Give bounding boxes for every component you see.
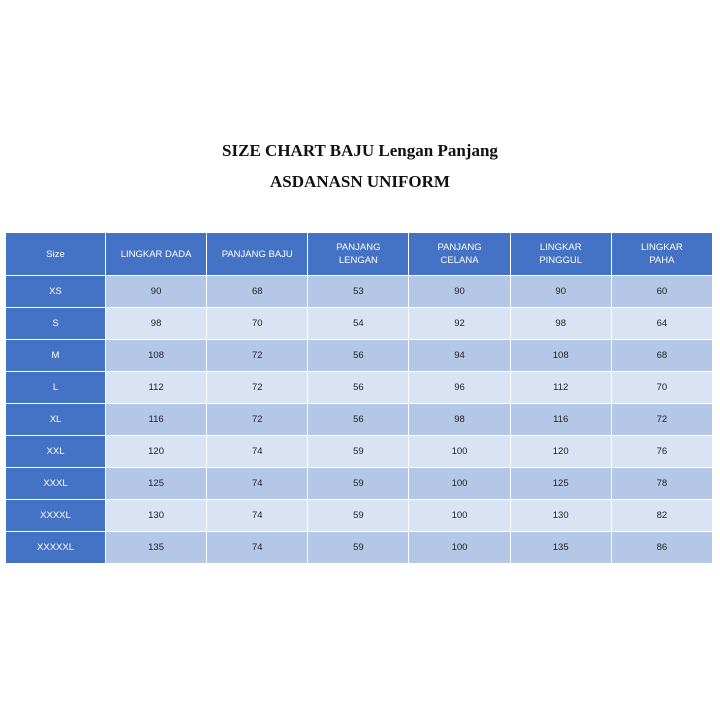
table-cell: 74 (207, 468, 308, 500)
table-cell: 59 (308, 436, 409, 468)
header-lingkar-pinggul (510, 233, 611, 276)
table-cell: 130 (510, 500, 611, 532)
table-cell: 108 (510, 340, 611, 372)
table-cell: 59 (308, 500, 409, 532)
table-cell: 76 (611, 436, 712, 468)
header-line: CELANA (440, 255, 479, 266)
table-row (6, 532, 713, 564)
size-cell: XL (6, 404, 106, 436)
table-cell: 82 (611, 500, 712, 532)
table-cell: 53 (308, 276, 409, 308)
table-row (6, 404, 713, 436)
table-cell: 100 (409, 500, 510, 532)
table-cell: 98 (106, 308, 207, 340)
table-cell: 72 (611, 404, 712, 436)
table-row (6, 500, 713, 532)
header-line: LINGKAR (641, 242, 683, 253)
table-cell: 108 (106, 340, 207, 372)
table-row (6, 276, 713, 308)
header-line: PAHA (649, 255, 675, 266)
table-cell: 112 (106, 372, 207, 404)
table-cell: 72 (207, 404, 308, 436)
table-cell: 78 (611, 468, 712, 500)
table-cell: 70 (611, 372, 712, 404)
table-row (6, 308, 713, 340)
table-cell: 90 (409, 276, 510, 308)
header-size (6, 233, 106, 276)
table-cell: 72 (207, 340, 308, 372)
header-line: LENGAN (338, 255, 378, 266)
table-cell: 112 (510, 372, 611, 404)
table-cell: 120 (106, 436, 207, 468)
table-cell: 125 (106, 468, 207, 500)
size-cell: M (6, 340, 106, 372)
size-cell: XS (6, 276, 106, 308)
table-cell: 86 (611, 532, 712, 564)
table-cell: 68 (207, 276, 308, 308)
table-cell: 74 (207, 532, 308, 564)
table-cell: 59 (308, 532, 409, 564)
table-cell: 135 (510, 532, 611, 564)
header-line: LINGKAR (539, 242, 582, 253)
table-cell: 116 (106, 404, 207, 436)
header-lingkar-dada (106, 233, 207, 276)
table-cell: 56 (308, 340, 409, 372)
table-cell: 100 (409, 468, 510, 500)
size-cell: S (6, 308, 106, 340)
table-cell: 120 (510, 436, 611, 468)
size-cell: XXXXXL (6, 532, 106, 564)
header-panjang-lengan (308, 233, 409, 276)
header-panjang-baju-label: PANJANG BAJU (221, 248, 293, 260)
table-row (6, 372, 713, 404)
header-row (6, 233, 713, 276)
table-row (6, 340, 713, 372)
table-row (6, 436, 713, 468)
table-cell: 70 (207, 308, 308, 340)
chart-title: SIZE CHART BAJU Lengan Panjang (222, 141, 498, 160)
table-cell: 64 (611, 308, 712, 340)
table-cell: 116 (510, 404, 611, 436)
table-cell: 72 (207, 372, 308, 404)
size-cell: L (6, 372, 106, 404)
header-line: PANJANG (437, 242, 482, 253)
header-panjang-celana (409, 233, 510, 276)
table-cell: 125 (510, 468, 611, 500)
table-cell: 68 (611, 340, 712, 372)
header-panjang-baju (207, 233, 308, 276)
table-cell: 92 (409, 308, 510, 340)
table-cell: 56 (308, 372, 409, 404)
table-cell: 90 (106, 276, 207, 308)
table-cell: 100 (409, 436, 510, 468)
header-lingkar-dada-label: LINGKAR DADA (120, 248, 192, 260)
table-cell: 74 (207, 500, 308, 532)
size-cell: XXXL (6, 468, 106, 500)
header-size-label: Size (46, 248, 65, 260)
brand-title: ASDANASN UNIFORM (270, 172, 450, 191)
table-cell: 130 (106, 500, 207, 532)
table-cell: 74 (207, 436, 308, 468)
table-cell: 54 (308, 308, 409, 340)
table-cell: 96 (409, 372, 510, 404)
size-cell: XXXXL (6, 500, 106, 532)
table-cell: 60 (611, 276, 712, 308)
header-line: PINGGUL (539, 255, 583, 266)
table-body (6, 276, 713, 564)
table-cell: 59 (308, 468, 409, 500)
size-chart-table (5, 232, 713, 564)
table-cell: 90 (510, 276, 611, 308)
table-cell: 98 (510, 308, 611, 340)
size-cell: XXL (6, 436, 106, 468)
header-lingkar-paha (611, 233, 712, 276)
table-cell: 56 (308, 404, 409, 436)
table-row (6, 468, 713, 500)
table-cell: 135 (106, 532, 207, 564)
header-line: PANJANG (336, 242, 381, 253)
table-cell: 94 (409, 340, 510, 372)
table-cell: 100 (409, 532, 510, 564)
table-cell: 98 (409, 404, 510, 436)
